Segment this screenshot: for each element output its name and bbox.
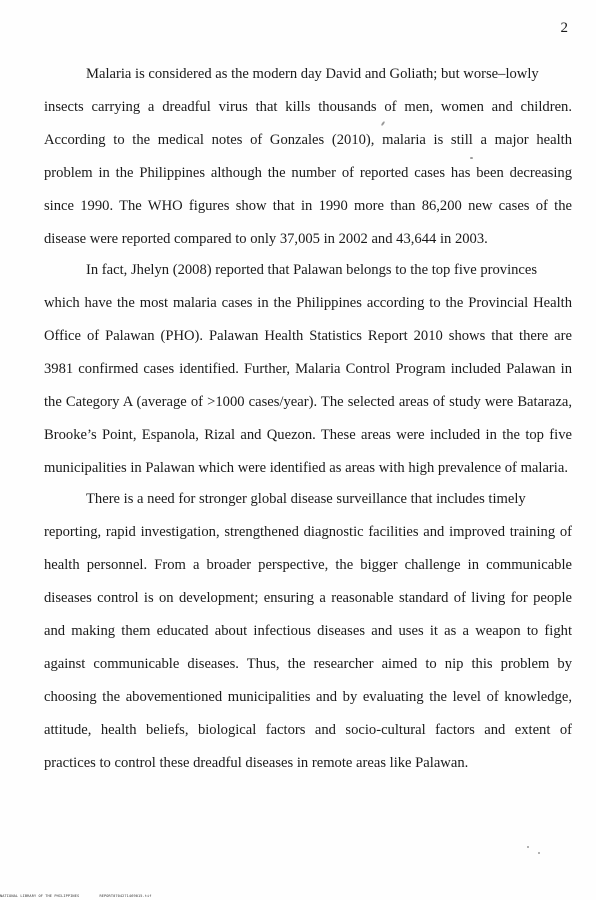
paragraph-line: the Category A (average of >1000 cases/year). The selected areas of study were Bataraza, [44,394,572,410]
paragraph-line: reporting, rapid investigation, strengthened diagnostic facilities and improved training of [44,524,572,540]
paragraph-line: insects carrying a dreadful virus that kills thousands of men, women and children. [44,99,572,115]
paragraph-line: diseases control is on development; ensuring a reasonable standard of living for people [44,590,572,606]
paragraph-line: problem in the Philippines although the number of reported cases has been decreasing [44,165,572,181]
paragraph-line: attitude, health beliefs, biological factors and socio-cultural factors and extent of [44,722,572,738]
paragraph-line: Malaria is considered as the modern day David and Goliath; but worse–lowly [86,66,539,82]
paragraph-2 [44,254,572,485]
paragraph-line: 3981 confirmed cases identified. Further, Malaria Control Program included Palawan in [44,361,572,377]
paragraph-line: disease were reported compared to only 37,005 in 2002 and 43,644 in 2003. [44,231,488,247]
paragraph-line: According to the medical notes of Gonzales (2010), malaria is still a major health [44,132,572,148]
paragraph-line: Office of Palawan (PHO). Palawan Health Statistics Report 2010 shows that there are [44,328,572,344]
paragraph-line: and making them educated about infectious diseases and uses it as a weapon to fight [44,623,572,639]
paragraph-line: against communicable diseases. Thus, the researcher aimed to nip this problem by [44,656,572,672]
page-number: 2 [560,20,568,36]
scan-speck [527,846,529,848]
paragraph-line: health personnel. From a broader perspective, the bigger challenge in communicable [44,557,572,573]
paragraph-line: Brooke’s Point, Espanola, Rizal and Quezon. These areas were included in the top five [44,427,572,443]
footer-library: NATIONAL LIBRARY OF THE PHILIPPINES [0,894,80,898]
scan-speck [470,157,473,159]
paragraph-line: which have the most malaria cases in the Philippines according to the Provincial Health [44,295,572,311]
paragraph-line: In fact, Jhelyn (2008) reported that Palawan belongs to the top five provinces [86,262,538,278]
paragraph-line: since 1990. The WHO figures show that in 1990 more than 86,200 new cases of the [44,198,572,214]
paragraph-line: There is a need for stronger global disease surveillance that includes timely [86,491,526,507]
paragraph-line: municipalities in Palawan which were identified as areas with high prevalence of malaria. [44,460,568,476]
scan-speck [538,852,540,854]
paragraph-3 [44,483,572,780]
paragraph-line: choosing the abovementioned municipalities and by evaluating the level of knowledge, [44,689,572,705]
paragraph-1 [44,58,572,256]
footer-code: REPORT0704271469015.tif [99,894,152,898]
paragraph-line: practices to control these dreadful diseases in remote areas like Palawan. [44,755,469,771]
scan-footer [0,894,152,898]
